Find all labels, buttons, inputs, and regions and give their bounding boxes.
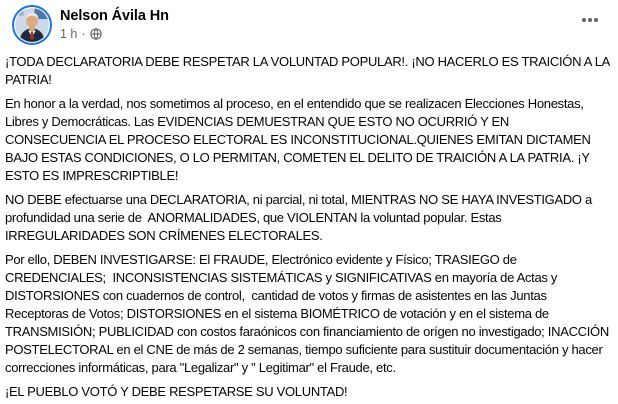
post-paragraph-4: Por ello, DEBEN INVESTIGARSE: El FRAUDE, Electrónico evidente y Físico; TRASIEGO de CREDENCIALES; INCONSISTENCIAS SISTEMÁTICAS y SIGNIFICATIVAS en mayoría de Actas y DISTORSIONES con cuadernos de control, cantidad de votos y firmas de asistentes en las Juntas Receptoras de Votos; DISTORSIONES en el sistema BIOMÉTRICO de votación y en el sistema de TRANSMISIÓN; PUBLICIDAD con costos faraónicos con financiamiento de orígen no investigado; INACCIÓN POSTELECTORAL en el CNE de más de 2 semanas, tiempo suficiente para sustituir documentación y hacer correcciones informáticas, para "Legalizar" y " Legitimar" el Fraude, etc.	[5, 252, 613, 375]
meta-separator: ·	[81, 27, 86, 41]
post-meta	[60, 27, 169, 41]
avatar[interactable]	[12, 5, 52, 45]
profile-photo	[15, 8, 49, 42]
post-content	[0, 45, 618, 401]
post-paragraph-5: ¡EL PUEBLO VOTÓ Y DEBE RESPETARSE SU VOLUNTAD!	[5, 384, 348, 399]
ellipsis-icon	[582, 18, 586, 22]
author-block	[60, 5, 169, 41]
post-header	[0, 0, 618, 45]
post-paragraph-3: NO DEBE efectuarse una DECLARATORIA, ni parcial, ni total, MIENTRAS NO SE HAYA INVESTIGADO a profundidad una serie de ANORMALIDADES, que VIOLENTAN la voluntad popular. Estas IRREGULARIDADES SON CRÍMENES ELECTORALES.	[5, 192, 596, 243]
post-paragraph-2: En honor a la verdad, nos sometimos al proceso, en el entendido que se realizacen Elecciones Honestas, Libres y Democráticas. Las EVIDENCIAS DEMUESTRAN QUE ESTO NO OCURRIÓ Y EN CONSECUENCIA EL PROCESO ELECTORAL ES INCONSTITUCIONAL.QUIENES EMITAN DICTAMEN BAJO ESTAS CONDICIONES, O LO PERMITAN, COMETEN EL DELITO DE TRAICIÓN A LA PATRIA. ¡Y ESTO ES IMPRESCRIPTIBLE!	[5, 96, 594, 183]
more-options-button[interactable]	[576, 10, 604, 30]
timestamp[interactable]: 1 h	[60, 27, 78, 41]
author-name[interactable]: Nelson Ávila Hn	[60, 8, 169, 24]
post-paragraph-1: ¡TODA DECLARATORIA DEBE RESPETAR LA VOLUNTAD POPULAR!. ¡NO HACERLO ES TRAICIÓN A LA PATRIA!	[5, 54, 613, 87]
globe-icon	[90, 28, 102, 40]
